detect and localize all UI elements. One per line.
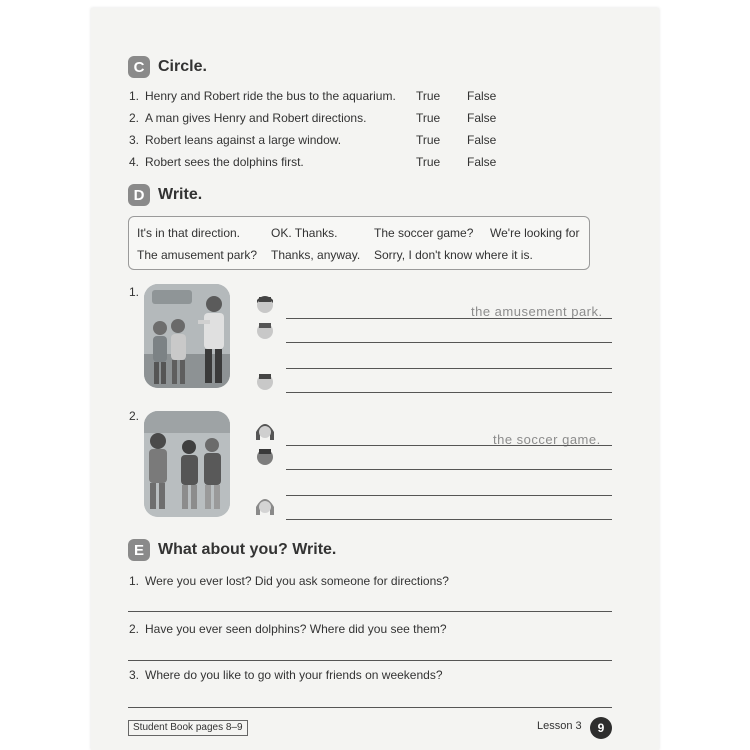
answer-line[interactable] bbox=[286, 368, 612, 369]
word-bank-phrase: We're looking for bbox=[490, 226, 580, 240]
answer-line[interactable] bbox=[286, 342, 612, 343]
girl-face-icon bbox=[256, 495, 274, 522]
example-answer-1: the amusement park. bbox=[471, 304, 603, 319]
c-item-2-text: A man gives Henry and Robert directions. bbox=[145, 111, 367, 125]
c-item-1-false[interactable]: False bbox=[467, 89, 497, 103]
answer-line[interactable] bbox=[128, 660, 612, 661]
boy-face-icon bbox=[256, 320, 274, 347]
c-item-4-text: Robert sees the dolphins first. bbox=[145, 155, 304, 169]
answer-line[interactable] bbox=[286, 445, 612, 446]
word-bank-phrase: It's in that direction. bbox=[137, 226, 241, 240]
boy-face-icon bbox=[256, 446, 274, 473]
c-item-2-true[interactable]: True bbox=[416, 111, 441, 125]
exercise-2-number: 2. bbox=[129, 409, 140, 423]
answer-line[interactable] bbox=[286, 519, 612, 520]
page-number: 9 bbox=[590, 717, 612, 739]
c-item-1-true[interactable]: True bbox=[416, 89, 441, 103]
answer-line[interactable] bbox=[286, 318, 612, 319]
workbook-page bbox=[91, 8, 659, 750]
answer-line[interactable] bbox=[286, 469, 612, 470]
answer-line[interactable] bbox=[286, 392, 612, 393]
word-bank-phrase: OK. Thanks. bbox=[271, 226, 338, 240]
aquarium-scene-illustration bbox=[144, 284, 230, 388]
word-bank bbox=[128, 216, 590, 270]
c-item-3-number: 3. bbox=[129, 133, 140, 147]
word-bank-phrase: The amusement park? bbox=[137, 248, 258, 262]
lesson-label: Lesson 3 bbox=[537, 720, 582, 732]
section-e-title: What about you? Write. bbox=[158, 541, 337, 558]
c-item-4-number: 4. bbox=[129, 155, 140, 169]
e-question-1-text: Were you ever lost? Did you ask someone for directions? bbox=[145, 574, 449, 588]
exercise-1-number: 1. bbox=[129, 285, 140, 299]
girl-face-icon bbox=[256, 420, 274, 447]
word-bank-phrase: Thanks, anyway. bbox=[271, 248, 361, 262]
section-d-title: Write. bbox=[158, 186, 203, 203]
c-item-2-false[interactable]: False bbox=[467, 111, 497, 125]
section-c-title: Circle. bbox=[158, 58, 207, 75]
c-item-3-true[interactable]: True bbox=[416, 133, 441, 147]
c-item-1-number: 1. bbox=[129, 89, 140, 103]
c-item-1-text: Henry and Robert ride the bus to the aquarium. bbox=[145, 89, 396, 103]
e-question-1-number: 1. bbox=[129, 574, 140, 588]
student-book-reference: Student Book pages 8–9 bbox=[128, 720, 248, 736]
c-item-4-true[interactable]: True bbox=[416, 155, 441, 169]
answer-line[interactable] bbox=[128, 611, 612, 612]
section-c-badge: C bbox=[128, 56, 150, 78]
c-item-3-text: Robert leans against a large window. bbox=[145, 133, 342, 147]
boy-face-icon bbox=[256, 294, 274, 321]
c-item-2-number: 2. bbox=[129, 111, 140, 125]
e-question-3-text: Where do you like to go with your friends on weekends? bbox=[145, 668, 443, 682]
c-item-3-false[interactable]: False bbox=[467, 133, 497, 147]
answer-line[interactable] bbox=[128, 707, 612, 708]
word-bank-phrase: Sorry, I don't know where it is. bbox=[374, 248, 533, 262]
word-bank-phrase: The soccer game? bbox=[374, 226, 474, 240]
boy-face-icon bbox=[256, 371, 274, 398]
e-question-2-number: 2. bbox=[129, 622, 140, 636]
section-d-badge: D bbox=[128, 184, 150, 206]
example-answer-2: the soccer game. bbox=[493, 432, 601, 447]
soccer-game-scene-illustration bbox=[144, 411, 230, 517]
section-e-badge: E bbox=[128, 539, 150, 561]
e-question-3-number: 3. bbox=[129, 668, 140, 682]
c-item-4-false[interactable]: False bbox=[467, 155, 497, 169]
answer-line[interactable] bbox=[286, 495, 612, 496]
e-question-2-text: Have you ever seen dolphins? Where did you see them? bbox=[145, 622, 447, 636]
